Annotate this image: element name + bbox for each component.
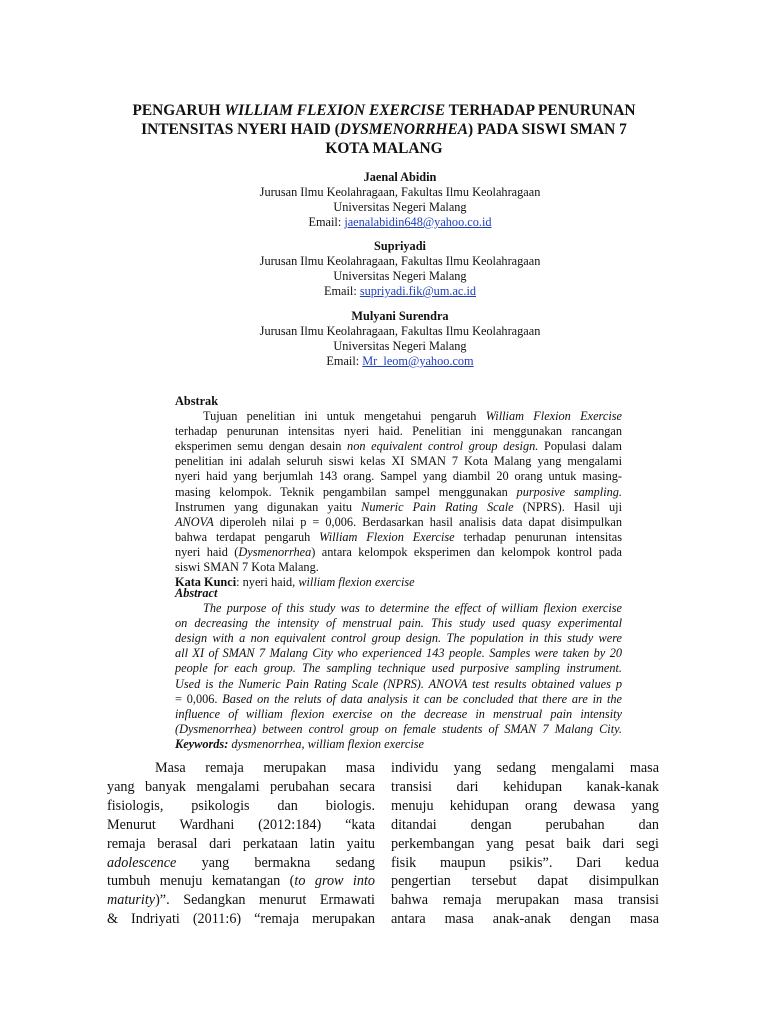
body-line: transisi dari kehidupan kanak-kanak [391, 778, 659, 795]
abstrak-line: terhadap penurunan intensitas nyeri haid. Penelitian ini menggunakan rancangan [175, 424, 622, 439]
body-line: individu yang sedang mengalami masa [391, 760, 659, 776]
abstrak-line: eksperimen semu dengan desain non equivalent control group design. Populasi dalam [175, 439, 623, 454]
body-column-left [107, 759, 375, 929]
abstrak-heading: Abstrak [175, 394, 219, 408]
body-line: fisiologis, psikologis dan biologis. [107, 797, 375, 814]
author-department: Jurusan Ilmu Keolahragaan, Fakultas Ilmu Keolahragaan [259, 185, 541, 199]
body-line: Menurut Wardhani (2012:184) “kata [107, 816, 375, 833]
author-email-link[interactable]: jaenalabidin648@yahoo.co.id [344, 215, 492, 229]
abstrak-line: Instrumen yang digunakan yaitu Numeric Pain Rating Scale (NPRS). Hasil uji [175, 499, 623, 514]
body-line: & Indriyati (2011:6) “remaja merupakan [107, 911, 375, 928]
body-line: maturity)”. Sedangkan menurut Ermawati [107, 892, 375, 909]
body-line: fisik maupun psikis”. Dari kedua [391, 854, 659, 871]
author-university: Universitas Negeri Malang [333, 339, 467, 353]
author-block-3 [200, 309, 600, 369]
abstract-line: design with a non equivalent control group design. The population in this study were [175, 631, 622, 646]
author-name: Jaenal Abidin [363, 170, 437, 184]
keywords: Keywords: dysmenorrhea, william flexion exercise [175, 736, 424, 751]
title-line: INTENSITAS NYERI HAID (DYSMENORRHEA) PADA SISWI SMAN 7 [141, 121, 627, 138]
author-university: Universitas Negeri Malang [333, 200, 467, 214]
abstrak-line: nyeri haid yang berjumlah 143 orang. Sampel yang diambil 20 orang untuk masing- [175, 469, 622, 484]
abstract-line: all XI of SMAN 7 Malang City who experienced 143 people. Samples were taken by 20 [175, 646, 622, 661]
body-line: yang banyak mengalami perubahan secara [107, 778, 375, 795]
abstract-line: (Dysmenorrhea) between control group on female students of SMAN 7 Malang City. [175, 721, 622, 736]
body-line: ditandai dengan perubahan dan [391, 816, 659, 833]
body-line: bahwa remaja merupakan masa transisi [391, 892, 659, 909]
author-department: Jurusan Ilmu Keolahragaan, Fakultas Ilmu Keolahragaan [259, 324, 541, 338]
abstrak-section [175, 394, 622, 590]
paper-title [120, 101, 648, 158]
abstract-line: on decreasing the intensity of menstrual pain. This study used quasy experimental [175, 616, 622, 631]
abstrak-line: masing kelompok. Teknik pengambilan sampel menggunakan purposive sampling. [175, 484, 622, 499]
author-block-2 [200, 239, 600, 299]
title-line: PENGARUH WILLIAM FLEXION EXERCISE TERHADAP PENURUNAN [132, 102, 636, 119]
abstract-line: Used is the Numeric Pain Rating Scale (NPRS). ANOVA test results obtained values p [175, 676, 622, 691]
body-line: pengertian tersebut dapat disimpulkan [391, 873, 659, 890]
abstrak-line: Tujuan penelitian ini untuk mengetahui pengaruh William Flexion Exercise [203, 409, 622, 424]
abstract-section [175, 586, 622, 752]
author-name: Supriyadi [374, 239, 426, 253]
author-university: Universitas Negeri Malang [333, 269, 467, 283]
body-line: perkembangan yang pesat baik dari segi [391, 835, 659, 852]
abstrak-line: bahwa terdapat pengaruh William Flexion Exercise terhadap penurunan intensitas [175, 529, 622, 544]
kata-kunci: Kata Kunci: nyeri haid, william flexion exercise [175, 575, 415, 590]
body-line: Masa remaja merupakan masa [155, 760, 375, 776]
author-email-line: Email: Mr_leom@yahoo.com [326, 354, 474, 368]
body-line: antara masa anak-anak dengan masa [391, 911, 659, 928]
abstract-heading: Abstract [175, 586, 218, 600]
author-name: Mulyani Surendra [351, 309, 449, 323]
body-line: adolescence yang bermakna sedang [107, 854, 375, 871]
body-line: remaja berasal dari perkataan latin yaitu [107, 835, 375, 852]
abstrak-line: ANOVA diperoleh nilai p = 0,006. Berdasarkan hasil analisis data dapat disimpulkan [175, 514, 622, 529]
abstract-line: The purpose of this study was to determine the effect of william flexion exercise [203, 601, 622, 616]
author-block-1 [200, 170, 600, 230]
body-column-right [391, 759, 659, 929]
body-line: tumbuh menuju kematangan (to grow into [107, 873, 375, 890]
title-line: KOTA MALANG [325, 140, 443, 157]
abstract-line: people for each group. The sampling technique used purposive sampling instrument. [175, 661, 622, 676]
author-email-link[interactable]: Mr_leom@yahoo.com [362, 354, 474, 368]
abstrak-line: siswi SMAN 7 Kota Malang. [175, 560, 319, 575]
author-email-line: Email: supriyadi.fik@um.ac.id [323, 284, 477, 298]
body-line: menuju kehidupan orang dewasa yang [391, 797, 659, 814]
abstrak-line: nyeri haid (Dysmenorrhea) antara kelompok eksperimen dan kelompok kontrol pada [175, 544, 622, 559]
abstrak-line: penelitian ini adalah seluruh siswi kelas XI SMAN 7 Kota Malang yang mengalami [175, 454, 622, 469]
author-email-link[interactable]: supriyadi.fik@um.ac.id [359, 284, 477, 298]
author-email-line: Email: jaenalabidin648@yahoo.co.id [308, 215, 492, 229]
author-department: Jurusan Ilmu Keolahragaan, Fakultas Ilmu Keolahragaan [259, 254, 541, 268]
abstract-line: influence of william flexion exercise on the decrease in menstrual pain intensity [175, 706, 622, 721]
abstract-line: = 0,006. Based on the reluts of data analysis it can be concluded that there are in the [175, 691, 622, 706]
